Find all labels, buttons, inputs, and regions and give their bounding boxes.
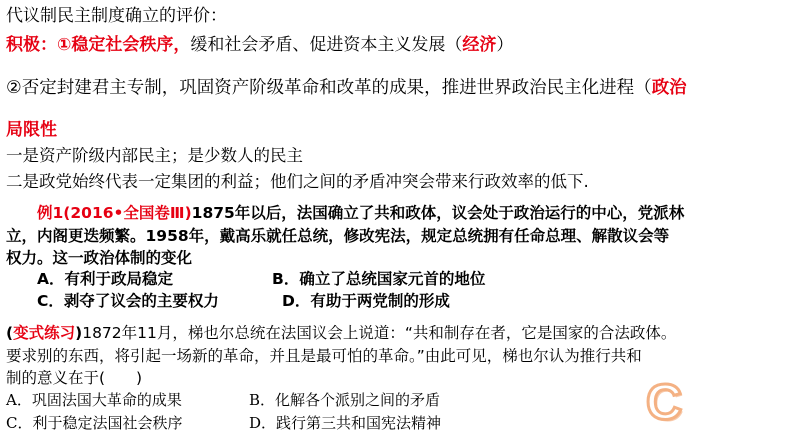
example-line-2: 立，内阁更迭频繁。1958年，戴高乐就任总统，修改宪法，规定总统拥有任命总理、解散议会等 — [6, 227, 670, 245]
variant-line-1-text: 1872年11月，梯也尔总统在法国议会上说道：“共和制存在者，它是国家的合法政体。 — [82, 324, 677, 342]
variant-option-d[interactable]: D．践行第三共和国宪法精神 — [249, 414, 442, 432]
example-option-c[interactable]: C．剥夺了议会的主要权力 — [37, 292, 219, 310]
example-source: 例1(2016•全国卷Ⅲ) — [37, 204, 192, 222]
point1-tag-economy: 经济 — [462, 35, 497, 55]
variant-label: 变式练习 — [13, 324, 76, 342]
variant-option-c[interactable]: C．利于稳定法国社会秩序 — [6, 414, 183, 432]
point1-marker: ① — [57, 35, 72, 55]
limitation-1: 一是资产阶级内部民主；是少数人的民主 — [6, 146, 303, 165]
answer-letter: C — [646, 374, 683, 430]
variant-option-b[interactable]: B．化解各个派别之间的矛盾 — [249, 391, 441, 409]
point2-tag-politics: 政治 — [651, 78, 687, 98]
positive-label: 积极： — [6, 35, 57, 55]
positive-point-1 — [6, 37, 513, 54]
point1-rest: 缓和社会矛盾、促进资本主义发展（ — [190, 35, 463, 55]
example-option-d[interactable]: D．有助于两党制的形成 — [282, 292, 450, 310]
variant-line-3: 制的意义在于( ) — [6, 369, 143, 387]
example-line-1 — [37, 206, 684, 222]
variant-line-1 — [6, 326, 676, 342]
point1-key: 稳定社会秩序， — [71, 35, 191, 55]
variant-option-a[interactable]: A．巩固法国大革命的成果 — [6, 391, 182, 409]
variant-line-2: 要求别的东西，将引起一场新的革命，并且是最可怕的革命。”由此可见，梯也尔认为推行共和 — [6, 347, 642, 365]
point1-close: ） — [496, 35, 514, 55]
limitations-label: 局限性 — [6, 120, 57, 140]
point2-text: ②否定封建君主专制，巩固资产阶级革命和改革的成果，推进世界政治民主化进程（ — [6, 78, 652, 98]
variant-open-paren: ( — [6, 324, 14, 342]
variant-close-paren: ) — [75, 324, 83, 342]
example-option-a[interactable]: A．有利于政局稳定 — [37, 270, 173, 288]
section-heading: 代议制民主制度确立的评价： — [6, 6, 227, 26]
example-line-1-text: 1875年以后，法国确立了共和政体，议会处于政治运行的中心，党派林 — [191, 204, 685, 222]
example-option-b[interactable]: B．确立了总统国家元首的地位 — [272, 270, 486, 288]
example-line-3: 权力。这一政治体制的变化 — [6, 249, 193, 267]
positive-point-2 — [6, 80, 687, 98]
limitation-2: 二是政党始终代表一定集团的利益；他们之间的矛盾冲突会带来行政效率的低下. — [6, 172, 589, 191]
